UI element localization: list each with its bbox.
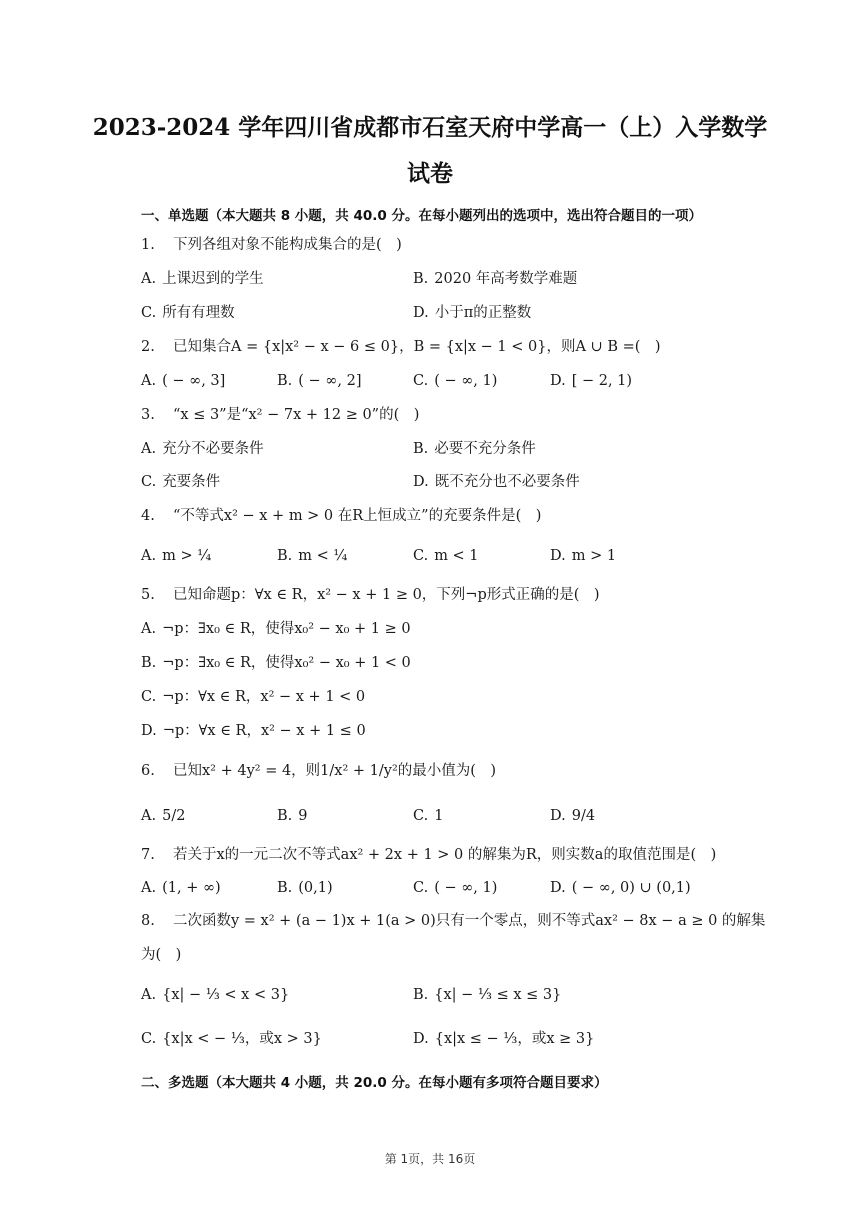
option-text: 2020 年高考数学难题: [434, 271, 578, 287]
option-1d: [413, 302, 531, 324]
option-letter: D.: [413, 305, 429, 321]
option-letter: C.: [413, 548, 429, 564]
option-text: (1, + ∞): [162, 880, 221, 896]
option-text: m > ¼: [162, 548, 212, 564]
option-letter: B.: [413, 271, 429, 287]
option-text: m < 1: [434, 548, 479, 564]
option-text: ( − ∞, 2]: [298, 373, 362, 389]
option-4d: [550, 545, 616, 567]
option-text: ¬p：∀x ∈ R，x² − x + 1 ≤ 0: [162, 723, 366, 739]
option-text: 必要不充分条件: [434, 441, 536, 457]
question-1: [141, 234, 402, 256]
option-text: (0,1): [298, 880, 333, 896]
option-4c: [413, 545, 479, 567]
option-3a: [141, 438, 264, 460]
option-letter: A.: [141, 880, 157, 896]
option-8b: [413, 984, 561, 1006]
question-text: 已知x² + 4y² = 4，则1/x² + 1/y²的最小值为( ): [173, 763, 497, 779]
question-5: [141, 584, 600, 606]
question-number: 5.: [141, 587, 155, 603]
option-letter: D.: [550, 880, 566, 896]
question-number: 6.: [141, 763, 155, 779]
question-number: 4.: [141, 508, 155, 524]
option-letter: D.: [413, 1031, 429, 1047]
option-text: 9: [298, 808, 308, 824]
option-letter: A.: [141, 271, 157, 287]
question-number: 8.: [141, 913, 155, 929]
option-2b: [277, 370, 361, 392]
option-4a: [141, 545, 211, 567]
page-footer: 第 1页，共 16页: [384, 1152, 476, 1166]
option-7d: [550, 877, 691, 899]
option-7a: [141, 877, 221, 899]
option-text: [ − 2, 1): [571, 373, 633, 389]
option-6d: [550, 805, 595, 827]
option-letter: C.: [413, 373, 429, 389]
option-letter: C.: [413, 808, 429, 824]
question-text: 已知集合A = {x|x² − x − 6 ≤ 0}，B = {x|x − 1 < 0}，则A ∪ B =( ): [173, 339, 661, 355]
question-number: 3.: [141, 407, 155, 423]
option-text: ¬p：∀x ∈ R，x² − x + 1 < 0: [162, 689, 366, 705]
option-letter: B.: [413, 987, 429, 1003]
option-text: ¬p：∃x₀ ∈ R，使得x₀² − x₀ + 1 ≥ 0: [162, 621, 411, 637]
option-letter: D.: [550, 548, 566, 564]
option-letter: B.: [413, 441, 429, 457]
option-text: 上课迟到的学生: [162, 271, 264, 287]
option-1a: [141, 268, 264, 290]
option-6b: [277, 805, 308, 827]
option-letter: A.: [141, 621, 157, 637]
section-multi-choice-heading: 二、多选题（本大题共 4 小题，共 20.0 分。在每小题有多项符合题目要求）: [141, 1075, 608, 1091]
option-text: 5/2: [162, 808, 186, 824]
question-text: 下列各组对象不能构成集合的是( ): [173, 237, 402, 253]
option-letter: D.: [141, 723, 157, 739]
option-text: m > 1: [571, 548, 617, 564]
option-letter: B.: [277, 808, 293, 824]
question-7: [141, 844, 716, 866]
option-text: 1: [434, 808, 444, 824]
option-text: ( − ∞, 1): [434, 373, 498, 389]
option-letter: B.: [277, 548, 293, 564]
option-3b: [413, 438, 536, 460]
option-1b: [413, 268, 577, 290]
option-text: 充要条件: [162, 474, 221, 490]
option-5b: [141, 652, 411, 674]
option-text: ¬p：∃x₀ ∈ R，使得x₀² − x₀ + 1 < 0: [162, 655, 411, 671]
question-text: 已知命题p：∀x ∈ R，x² − x + 1 ≥ 0，下列¬p形式正确的是( ): [173, 587, 600, 603]
option-letter: C.: [141, 474, 157, 490]
option-letter: A.: [141, 808, 157, 824]
question-number: 2.: [141, 339, 155, 355]
option-letter: D.: [413, 474, 429, 490]
option-letter: C.: [413, 880, 429, 896]
question-2: [141, 336, 661, 358]
option-6a: [141, 805, 185, 827]
option-text: 充分不必要条件: [162, 441, 264, 457]
option-2d: [550, 370, 632, 392]
question-text: “不等式x² − x + m > 0 在R上恒成立”的充要条件是( ): [173, 508, 542, 524]
question-8-continuation: 为( ): [141, 947, 182, 963]
option-3c: [141, 471, 220, 493]
option-6c: [413, 805, 443, 827]
option-text: 所有有理数: [162, 305, 235, 321]
option-text: {x|x < − ⅓，或x > 3}: [162, 1031, 322, 1047]
option-text: ( − ∞, 1): [434, 880, 498, 896]
option-letter: C.: [141, 689, 157, 705]
option-5d: [141, 720, 366, 742]
question-6: [141, 760, 496, 782]
option-5c: [141, 686, 365, 708]
question-number: 7.: [141, 847, 155, 863]
option-2a: [141, 370, 225, 392]
exam-title-line1: 2023-2024 学年四川省成都市石室天府中学高一（上）入学数学: [92, 114, 768, 141]
option-letter: C.: [141, 1031, 157, 1047]
option-letter: D.: [550, 808, 566, 824]
question-text: 二次函数y = x² + (a − 1)x + 1(a > 0)只有一个零点，则不等式ax² − 8x − a ≥ 0 的解集: [173, 913, 766, 929]
option-letter: B.: [141, 655, 157, 671]
option-letter: A.: [141, 441, 157, 457]
option-8a: [141, 984, 289, 1006]
option-text: {x| − ⅓ ≤ x ≤ 3}: [434, 987, 562, 1003]
option-8c: [141, 1028, 322, 1050]
option-letter: B.: [277, 880, 293, 896]
option-letter: C.: [141, 305, 157, 321]
option-letter: D.: [550, 373, 566, 389]
option-5a: [141, 618, 411, 640]
option-7c: [413, 877, 497, 899]
option-letter: A.: [141, 548, 157, 564]
option-text: 小于π的正整数: [434, 305, 532, 321]
option-text: {x|x ≤ − ⅓，或x ≥ 3}: [434, 1031, 595, 1047]
question-8: [141, 910, 765, 932]
option-8d: [413, 1028, 594, 1050]
option-text: 9/4: [571, 808, 596, 824]
option-text: ( − ∞, 3]: [162, 373, 226, 389]
option-text: ( − ∞, 0) ∪ (0,1): [571, 880, 691, 896]
option-letter: A.: [141, 373, 157, 389]
option-text: {x| − ⅓ < x < 3}: [162, 987, 290, 1003]
question-text: “x ≤ 3”是“x² − 7x + 12 ≥ 0”的( ): [173, 407, 420, 423]
option-1c: [141, 302, 235, 324]
option-7b: [277, 877, 333, 899]
section-single-choice-heading: 一、单选题（本大题共 8 小题，共 40.0 分。在每小题列出的选项中，选出符合题目的一项）: [141, 208, 703, 224]
option-2c: [413, 370, 497, 392]
option-text: m < ¼: [298, 548, 348, 564]
option-letter: A.: [141, 987, 157, 1003]
option-letter: B.: [277, 373, 293, 389]
question-number: 1.: [141, 237, 155, 253]
exam-title-line2: 试卷: [407, 160, 453, 187]
question-text: 若关于x的一元二次不等式ax² + 2x + 1 > 0 的解集为R，则实数a的取值范围是( ): [173, 847, 717, 863]
question-3: [141, 404, 419, 426]
option-3d: [413, 471, 580, 493]
question-4: [141, 505, 541, 527]
option-4b: [277, 545, 347, 567]
option-text: 既不充分也不必要条件: [434, 474, 580, 490]
